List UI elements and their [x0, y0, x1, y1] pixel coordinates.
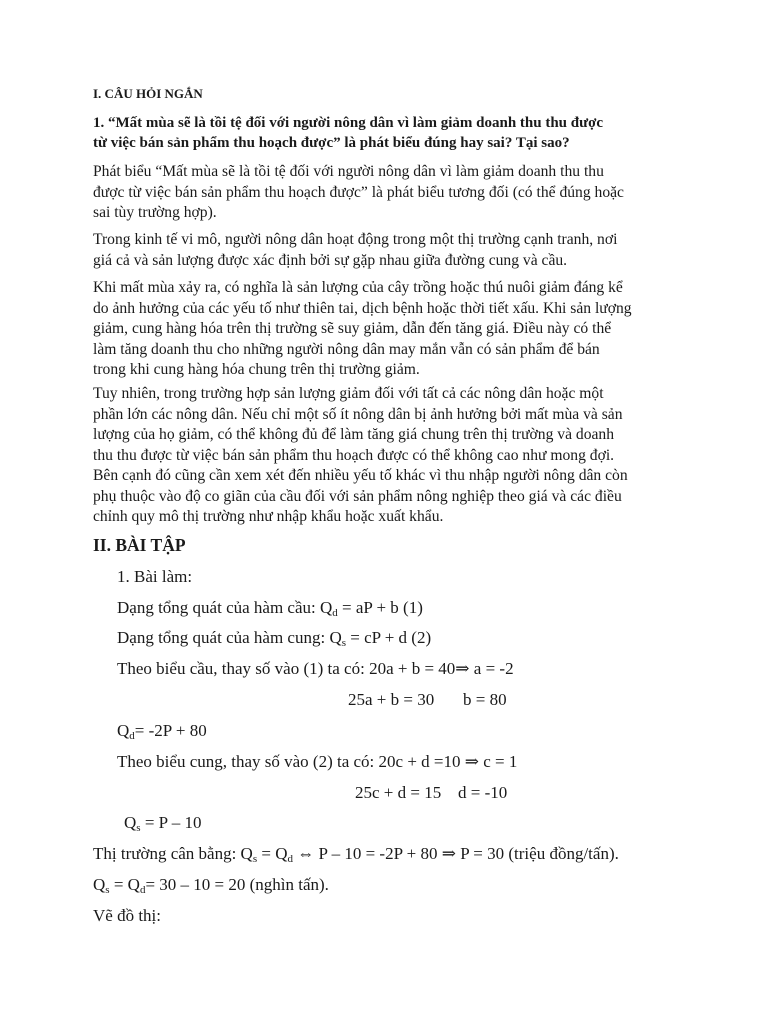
answer-paragraph-1 — [93, 162, 624, 224]
question-line: 1. “Mất mùa sẽ là tồi tệ đối với người nông dân vì làm giảm doanh thu thu được — [93, 115, 604, 131]
paragraph-line: trong khi cung hàng hóa chung trên thị trường giảm. — [93, 361, 420, 378]
supply-equation-2: 25c + d = 15 — [355, 783, 442, 802]
paragraph-line: Bên cạnh đó cũng cần xem xét đến nhiều yếu tố khác vì thu nhập người nông dân còn — [93, 467, 628, 484]
equilibrium-quantity: $Q_s = Q_d= 30 - 10 = 20$ (nghìn tấn). — [93, 875, 329, 896]
supply-function: $Q_s = P - 10$ — [124, 813, 202, 834]
paragraph-line: lượng của họ giảm, có thể không đủ để làm tăng giá chung trên thị trường và doanh — [93, 426, 615, 443]
question-1 — [93, 113, 603, 153]
demand-result-b: b = 80 — [463, 690, 507, 709]
supply-general-form: Dạng tổng quát của hàm cung: $Q_s$ = cP + d (2) — [117, 628, 432, 649]
paragraph-line: do ảnh hưởng của các yếu tố như thiên tai, dịch bệnh hoặc thời tiết xấu. Khi sản lượng — [93, 299, 632, 317]
demand-function: $Q_d= -2P + 80$ — [117, 721, 207, 742]
section-heading-short-questions: I. CÂU HỎI NGẮN — [93, 86, 203, 101]
question-line: từ việc bán sản phẩm thu hoạch được” là phát biểu đúng hay sai? Tại sao? — [93, 135, 570, 151]
supply-result-d: d = -10 — [458, 783, 508, 802]
paragraph-line: Tuy nhiên, trong trường hợp sản lượng giảm đối với tất cả các nông dân hoặc một — [93, 385, 604, 402]
paragraph-line: giá cả và sản lượng được xác định bởi sự gặp nhau giữa đường cung và cầu. — [93, 251, 568, 269]
paragraph-line: sai tùy trường hợp). — [93, 204, 217, 221]
answer-paragraph-2 — [93, 230, 617, 271]
paragraph-line: giảm, cung hàng hóa trên thị trường sẽ suy giảm, dẫn đến tăng giá. Điều này có thể — [93, 320, 612, 337]
paragraph-line: phụ thuộc vào độ co giãn của cầu đối với sản phẩm nông nghiệp theo giá và các điều — [93, 487, 622, 505]
draw-graph-label: Vẽ đồ thị: — [93, 906, 161, 925]
supply-substitution: Theo biểu cung, thay số vào (2) ta có: 20c + d =10 ⇒ c = 1 — [117, 752, 518, 771]
answer-paragraph-4 — [93, 384, 628, 528]
paragraph-line: thu thu được từ việc bán sản phẩm thu hoạch được có thể không cao như mong đợi. — [93, 446, 615, 464]
paragraph-line: Khi mất mùa xảy ra, có nghĩa là sản lượng của cây trồng hoặc thú nuôi giảm đáng kể — [93, 279, 623, 296]
paragraph-line: làm tăng doanh thu cho những người nông dân may mắn vẫn có sản phẩm để bán — [93, 340, 600, 358]
demand-equation-2: 25a + b = 30 — [348, 690, 435, 709]
answer-paragraph-3 — [93, 278, 632, 381]
market-equilibrium: Thị trường cân bằng: $Q_s = Q_d$ ⇔ P – 10 = -2P + 80 ⇒ P = 30 (triệu đồng/tấn). — [93, 844, 619, 865]
paragraph-line: được từ việc bán sản phẩm thu hoạch được” là phát biểu tương đối (có thể đúng hoặc — [93, 183, 624, 201]
paragraph-line: phần lớn các nông dân. Nếu chỉ một số ít nông dân bị ảnh hưởng bởi mất mùa và sản — [93, 405, 623, 423]
paragraph-line: chỉnh quy mô thị trường như nhập khẩu hoặc xuất khẩu. — [93, 508, 444, 525]
demand-substitution: Theo biểu cầu, thay số vào (1) ta có: 20a + b = 40⇒ a = -2 — [117, 659, 514, 678]
paragraph-line: Phát biểu “Mất mùa sẽ là tồi tệ đối với người nông dân vì làm giảm doanh thu thu — [93, 163, 604, 180]
exercise-item-1: 1. Bài làm: — [117, 567, 193, 586]
section-heading-exercises: II. BÀI TẬP — [93, 535, 186, 555]
demand-general-form: Dạng tổng quát của hàm cầu: $Q_d$ = aP + b (1) — [117, 598, 423, 619]
paragraph-line: Trong kinh tế vi mô, người nông dân hoạt động trong một thị trường cạnh tranh, nơi — [93, 231, 618, 248]
